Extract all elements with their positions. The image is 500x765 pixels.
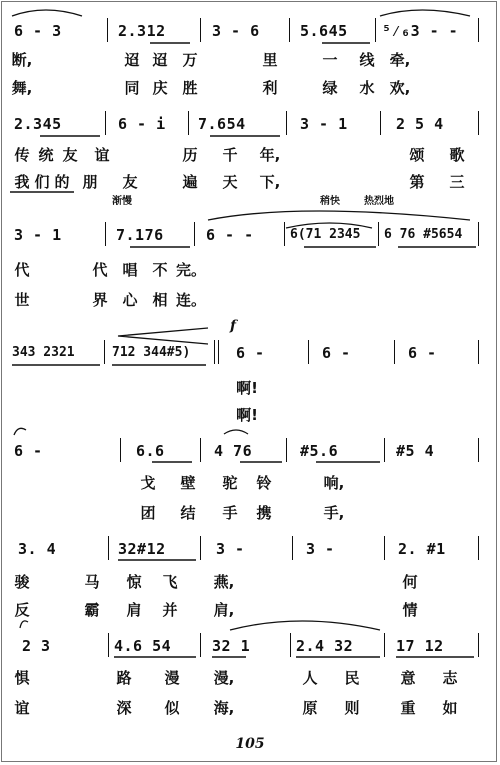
barline [478,536,479,560]
measure: 6 - [14,442,43,460]
measure: 5.645 [300,22,348,40]
lyric-syllable: 断, [11,51,33,69]
forte-marking: f [230,318,237,334]
expression-marking: 热烈地 [364,196,394,207]
lyric-syllable: 并 [162,601,178,619]
lyric-syllable: 界 [92,291,108,309]
lyric-syllable: 同 [124,79,140,97]
lyric-line [0,145,500,165]
lyric-line [0,78,500,98]
lyric-line [0,600,500,620]
lyric-syllable: 肩, [213,601,235,619]
lyric-syllable: 响, [323,474,345,492]
lyric-syllable: 一 [322,51,338,69]
lyric-syllable: 深 [116,699,132,717]
barline [286,111,287,135]
barline [188,111,189,135]
lyric-syllable: 则 [344,699,360,717]
barline [214,340,215,364]
lyric-syllable: 庆 [152,79,168,97]
lyric-line [0,503,500,523]
lyric-syllable: 如 [442,699,458,717]
barline [105,111,106,135]
measure: 4 76 [214,442,253,460]
lyric-syllable: 欢, [389,79,411,97]
measure: 6 - - [206,226,254,244]
lyric-line [0,50,500,70]
barline [284,222,285,246]
lyric-syllable: 谊 [94,146,110,164]
lyric-syllable: 路 [116,669,132,687]
lyric-syllable: 漫, [213,669,235,687]
barline [384,438,385,462]
barline [108,536,109,560]
measure: 6 76 #5654 [384,227,463,242]
barline [478,222,479,246]
lyric-line [0,260,500,280]
lyric-syllable: 惧 [14,669,30,687]
lyric-syllable: 海, [213,699,235,717]
lyric-syllable: 利 [262,79,278,97]
barline [378,222,379,246]
barline [290,633,291,657]
lyric-syllable: 迢 [124,51,140,69]
lyric-syllable: 情 [402,601,418,619]
notes-row-6 [0,538,500,560]
barline [478,18,479,42]
lyric-syllable: 胜 [182,79,198,97]
notes-row-4 [0,342,500,364]
lyric-syllable: 壁 [180,474,196,492]
measure: 3 - 1 [14,226,62,244]
lyric-syllable: 意 [400,669,416,687]
lyric-syllable: 统 [38,146,54,164]
measure: 6.6 [136,442,165,460]
lyric-line [0,473,500,493]
barline [108,633,109,657]
lyric-syllable: 遍 [182,173,198,191]
lyric-syllable: 相 [152,291,168,309]
measure: 6(71 2345 [290,227,361,242]
barline [308,340,309,364]
barline [286,438,287,462]
lyric-syllable: 似 [164,699,180,717]
measure: #5.6 [300,442,339,460]
barline [200,633,201,657]
barline [380,111,381,135]
lyric-syllable: 友 [122,173,138,191]
lyric-line [0,668,500,688]
measure: 2.345 [14,115,62,133]
lyric-syllable: 马 [84,573,100,591]
lyric-syllable: 啊! [236,379,258,397]
lyric-syllable: 年, [259,146,281,164]
lyric-line [0,572,500,592]
measure: 6 - i [118,115,166,133]
lyric-syllable: 心 [122,291,138,309]
notes-row-2 [0,113,500,135]
measure: 343 2321 [12,345,75,360]
lyric-syllable: 连。 [176,291,207,309]
measure: #5 4 [396,442,435,460]
barline [105,222,106,246]
measure: 6 - [322,344,351,362]
lyric-syllable: 历 [182,146,198,164]
notes-row-7 [0,635,500,657]
lyric-syllable: 第 [409,173,425,191]
lyric-syllable: 手 [222,504,238,522]
barline [292,536,293,560]
lyric-line [0,172,500,192]
measure: 3 - [306,540,335,558]
lyric-syllable: 里 [262,51,278,69]
lyric-syllable: 携 [256,504,272,522]
lyric-syllable: 结 [180,504,196,522]
lyric-syllable: 戈 [140,474,156,492]
measure: 3 - 6 [212,22,260,40]
barline [194,222,195,246]
lyric-syllable: 绿 [322,79,338,97]
lyric-syllable: 不 [152,261,168,279]
lyric-syllable: 的 [54,173,70,191]
measure: ⁵⁄₆3 - - [382,22,459,40]
lyric-syllable: 歌 [449,146,465,164]
lyric-syllable: 手, [323,504,345,522]
lyric-syllable: 何 [402,573,418,591]
measure: 17 12 [396,637,444,655]
barline [478,438,479,462]
lyric-syllable: 志 [442,669,458,687]
lyric-syllable: 天 [222,173,238,191]
notes-row-3 [0,224,500,246]
measure: 2 5 4 [396,115,444,133]
measure: 32 1 [212,637,251,655]
lyric-line [0,378,500,398]
lyric-syllable: 重 [400,699,416,717]
lyric-syllable: 代 [92,261,108,279]
measure: 712 344#5) [112,345,191,360]
lyric-syllable: 友 [62,146,78,164]
measure: 3 - 1 [300,115,348,133]
lyric-syllable: 惊 [126,573,142,591]
barline [200,536,201,560]
barline [478,111,479,135]
measure: 7.176 [116,226,164,244]
notes-row-5 [0,440,500,462]
lyric-syllable: 我 [14,173,30,191]
barline [218,340,219,364]
barline [107,18,108,42]
lyric-syllable: 啊! [236,406,258,424]
measure: 3. 4 [18,540,57,558]
tempo-marking: 稍快 [320,196,340,207]
lyric-syllable: 唱 [122,261,138,279]
lyric-syllable: 朋 [82,173,98,191]
measure: 4.6 54 [114,637,172,655]
barline [384,633,385,657]
measure: 2 3 [22,637,51,655]
measure: 7.654 [198,115,246,133]
lyric-syllable: 线 [359,51,375,69]
barline [200,18,201,42]
barline [120,438,121,462]
lyric-syllable: 牵, [389,51,411,69]
barline [200,438,201,462]
barline [104,340,105,364]
measure: 3 - [216,540,245,558]
lyric-syllable: 们 [34,173,50,191]
lyric-syllable: 代 [14,261,30,279]
barline [478,633,479,657]
measure: 6 - [408,344,437,362]
barline [375,18,376,42]
lyric-syllable: 世 [14,291,30,309]
lyric-syllable: 铃 [256,474,272,492]
tempo-marking: 渐慢 [112,196,132,207]
lyric-syllable: 驼 [222,474,238,492]
notes-row-1 [0,20,500,42]
lyric-syllable: 完。 [176,261,207,279]
lyric-syllable: 迢 [152,51,168,69]
lyric-syllable: 燕, [213,573,235,591]
lyric-syllable: 团 [140,504,156,522]
lyric-syllable: 颂 [409,146,425,164]
lyric-syllable: 肩 [126,601,142,619]
measure: 6 - [236,344,265,362]
lyric-syllable: 传 [14,146,30,164]
lyric-syllable: 万 [182,51,198,69]
measure: 2.4 32 [296,637,354,655]
lyric-syllable: 下, [259,173,281,191]
lyric-syllable: 民 [344,669,360,687]
lyric-syllable: 人 [302,669,318,687]
lyric-syllable: 水 [359,79,375,97]
measure: 6 - 3 [14,22,62,40]
lyric-syllable: 舞, [11,79,33,97]
barline [384,536,385,560]
barline [289,18,290,42]
page-number: 105 [235,736,265,752]
lyric-syllable: 骏 [14,573,30,591]
lyric-syllable: 谊 [14,699,30,717]
lyric-syllable: 飞 [162,573,178,591]
lyric-syllable: 千 [222,146,238,164]
lyric-syllable: 原 [302,699,318,717]
lyric-syllable: 漫 [164,669,180,687]
lyric-line [0,290,500,310]
lyric-line [0,698,500,718]
lyric-syllable: 反 [14,601,30,619]
lyric-syllable: 三 [449,173,465,191]
barline [478,340,479,364]
barline [394,340,395,364]
lyric-syllable: 霸 [84,601,100,619]
measure: 32#12 [118,540,166,558]
lyric-line [0,405,500,425]
measure: 2.312 [118,22,166,40]
measure: 2. #1 [398,540,446,558]
